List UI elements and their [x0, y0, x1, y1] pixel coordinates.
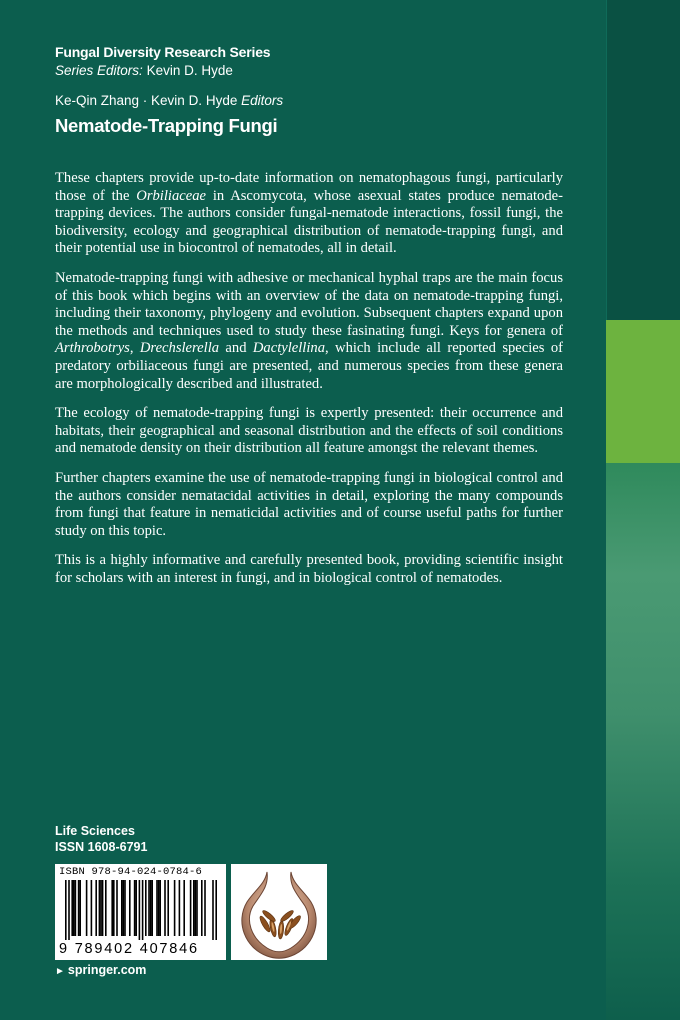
p1-text-a: These chapters provide up-to-date information on nematophagous fungi, particularly those of the	[55, 170, 563, 204]
isbn-label: ISBN 978-94-024-0784-6	[59, 866, 203, 878]
description-paragraph-3: The ecology of nematode-trapping fungi is expertly presented: their occurrence and habitats, their geographical and seasonal distribution and the effects of soil conditions and nematode density on their distribution all feature amongst the relevant themes.	[55, 405, 563, 457]
barcode-bar	[73, 880, 75, 936]
barcode-bar	[100, 880, 102, 936]
barcode-bar	[193, 880, 195, 936]
fungus-trap-icon	[231, 864, 327, 960]
p2-italic-genus-2: Drechslerella	[139, 340, 220, 357]
p1-text-b: in Ascomycota, whose asexual states produce nematode-trapping devices. The authors consider fungal-nematode interactions, fossil fungi, the biodiversity, ecology and geographical distribution of nematode-trapping fungi, and their potential use in biocontrol of nematodes, all in detail.	[55, 187, 563, 257]
barcode-bar	[79, 880, 81, 936]
p2-text-a: Nematode-trapping fungi with adhesive or mechanical hyphal traps are the main focus of this book which begins with an overview of the data on nematode-trapping fungi, including their taxonomy, phylogeny and evolution. Subsequent chapters expand upon the methods and techniques used to study these fasinating fungi. Keys for genera of	[55, 269, 563, 339]
barcode-bar	[156, 880, 158, 936]
barcode-bar	[183, 880, 185, 936]
publisher-url[interactable]	[55, 963, 146, 977]
barcode-bar	[71, 880, 73, 936]
barcode-bar	[78, 880, 80, 936]
series-editors-label: Series Editors:	[55, 63, 143, 78]
barcode-bar	[196, 880, 198, 936]
barcode-bar	[164, 880, 166, 936]
barcode-bar	[145, 880, 147, 936]
spine-gradient-band	[606, 463, 680, 1020]
p2-and: and	[219, 340, 253, 357]
issn: ISSN 1608-6791	[55, 840, 148, 854]
barcode-digits: 9 789402 407846	[59, 941, 199, 957]
barcode-bar	[139, 880, 141, 940]
description-paragraph-5: This is a highly informative and carefully presented book, providing scientific insight for scholars with an interest in fungi, and in biological control of nematodes.	[55, 552, 563, 586]
barcode-bar	[190, 880, 192, 936]
barcode-bar	[121, 880, 123, 936]
barcode-bar	[129, 880, 131, 936]
barcode-bar	[113, 880, 115, 936]
book-editors-label: Editors	[241, 93, 284, 108]
description	[55, 170, 563, 599]
barcode-bar	[91, 880, 93, 936]
barcode-bar	[68, 880, 70, 940]
fungi-trap-illustration	[231, 864, 327, 960]
spine-green-band	[606, 320, 680, 463]
p1-italic-term: Orbiliaceae	[136, 187, 206, 204]
barcode-bar	[65, 880, 67, 940]
barcode-bar	[102, 880, 104, 936]
barcode-bar	[105, 880, 107, 936]
series-editors	[55, 63, 233, 78]
series-title: Fungal Diversity Research Series	[55, 44, 271, 60]
barcode-bar	[212, 880, 214, 940]
book-title: Nematode-Trapping Fungi	[55, 115, 278, 136]
barcode-bar	[135, 880, 137, 936]
barcode-bar	[124, 880, 126, 936]
barcode-bar	[99, 880, 101, 936]
barcode-bars	[59, 880, 222, 940]
barcode-bar	[174, 880, 176, 936]
barcode-bar	[204, 880, 206, 936]
barcode-bar	[95, 880, 97, 936]
barcode-bar	[179, 880, 181, 936]
p2-text-b: , which include all reported species of predatory orbiliaceous fungi are presented, and numerous species from these genera are morphologically described and illustrated.	[55, 340, 563, 392]
barcode-bar	[86, 880, 88, 936]
description-paragraph-1	[55, 170, 563, 258]
p2-separator: ,	[129, 340, 140, 357]
barcode-bar	[142, 880, 144, 940]
barcode-bar	[75, 880, 77, 936]
series-editors-name: Kevin D. Hyde	[146, 63, 233, 78]
description-paragraph-2	[55, 270, 563, 393]
barcode-bar	[158, 880, 160, 936]
barcode-bar	[151, 880, 153, 936]
subject-category: Life Sciences	[55, 824, 135, 838]
barcode-bar	[123, 880, 125, 936]
barcode-bar	[201, 880, 203, 936]
book-editors	[55, 93, 283, 108]
barcode-bar	[111, 880, 113, 936]
isbn-barcode	[55, 864, 226, 960]
arrow-right-icon: ►	[55, 966, 65, 977]
publisher-url-text: springer.com	[67, 963, 147, 977]
p2-italic-genus-1: Arthrobotrys	[55, 340, 130, 357]
barcode-bar	[148, 880, 150, 936]
barcode-bar	[195, 880, 197, 936]
barcode-bar	[215, 880, 217, 940]
description-paragraph-4: Further chapters examine the use of nematode-trapping fungi in biological control and the authors consider nematacidal activities in detail, exploring the many compounds from fungi that feature in nematicidal activities and of course useful paths for further study on this topic.	[55, 469, 563, 539]
barcode-bar	[159, 880, 161, 936]
book-editors-names: Ke-Qin Zhang · Kevin D. Hyde	[55, 93, 238, 108]
barcode-bar	[150, 880, 152, 936]
barcode-bar	[134, 880, 136, 936]
barcode-bar	[167, 880, 169, 936]
p2-italic-genus-3: Dactylellina	[252, 340, 326, 357]
barcode-bar	[116, 880, 118, 936]
